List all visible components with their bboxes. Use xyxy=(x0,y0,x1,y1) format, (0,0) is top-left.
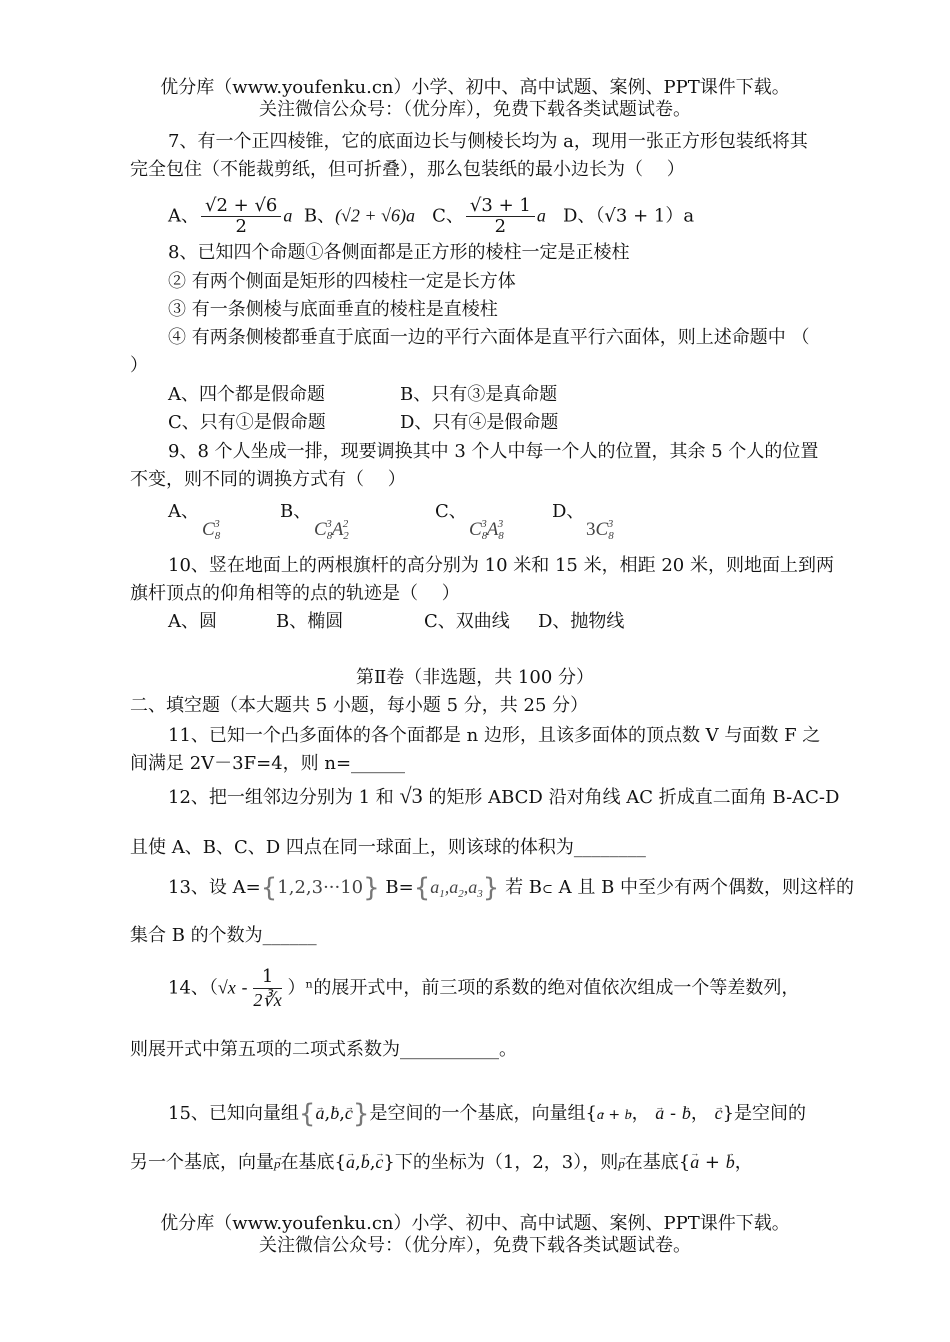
q9-line-1: 9、8 个人坐成一排，现要调换其中 3 个人中每一个人的位置，其余 5 个人的位置 xyxy=(168,441,819,462)
q13-post-2: A 且 B 中至少有两个偶数，则这样的 xyxy=(558,877,855,898)
q11-line-1: 11、已知一个凸多面体的各个面都是 n 边形，且该多面体的顶点数 V 与面数 F 之 xyxy=(168,725,821,746)
q14-prefix: 14、（ xyxy=(168,977,218,999)
q15-vec-p-2: → p xyxy=(618,1156,625,1171)
q8-option-b: B、只有③是真命题 xyxy=(400,384,558,405)
q10-option-c: C、双曲线 xyxy=(424,611,510,632)
q12-sqrt3: √3 xyxy=(399,783,423,808)
q13-line-1: 13、设 A={1,2,3···10} $B=\{a_1,a_2,a_3\}$ 若 B⊂ A 且 B 中至少有两个偶数，则这样的 xyxy=(168,873,855,903)
q7-option-a-label: A、 xyxy=(168,205,199,227)
q10-option-d: D、抛物线 xyxy=(538,611,625,632)
footer-line-1: 优分库（www.youfenku.cn）小学、初中、高中试题、案例、PPT课件下载。 xyxy=(160,1213,790,1234)
q9-option-d-label: D、 xyxy=(552,501,585,522)
q7-line-2: 完全包住（不能裁剪纸，但可折叠），那么包装纸的最小边长为（ ） xyxy=(130,159,685,180)
q7-line-1: 7、有一个正四棱锥，它的底面边长与侧棱长均为 a，现用一张正方形包装纸将其 xyxy=(168,131,808,152)
q14-fraction: $\frac{1}{2∛x}$ xyxy=(253,966,282,1010)
q7-option-d-formula: （√3 + 1）a xyxy=(595,205,695,227)
header-line-1: 优分库（www.youfenku.cn）小学、初中、高中试题、案例、PPT课件下载。 xyxy=(160,77,790,98)
q15-mid: 是空间的一个基底，向量组{ xyxy=(369,1103,597,1124)
q15-vec-p: → p xyxy=(274,1156,281,1171)
q7-option-c-label: C、 xyxy=(432,205,464,227)
q10-option-a: A、圆 xyxy=(168,611,217,632)
part-2-title: 第Ⅱ卷（非选题，共 100 分） xyxy=(355,667,595,688)
q8-line-3: ③ 有一条侧棱与底面垂直的棱柱是直棱柱 xyxy=(168,299,498,320)
header-line-2: 关注微信公众号：（优分库），免费下载各类试题试卷。 xyxy=(259,99,691,120)
q8-option-d: D、只有④是假命题 xyxy=(400,412,559,433)
q7-option-b-label: B、 xyxy=(303,205,336,227)
q7-options: A、 $\frac{√2 + √6}{2}$ a B、(√2 + √6)a C、 $\frac{√3 + 1}{2}$ a D、（√3 + 1）a xyxy=(168,195,695,237)
q15-suffix: }是空间的 xyxy=(722,1103,807,1124)
q13-mid: B= xyxy=(385,877,414,898)
q15-l2c: }下的坐标为（1，2，3），则 xyxy=(383,1152,619,1173)
q15-a-plus-b: → a + → b xyxy=(597,1107,632,1123)
q9-option-a-formula: $C_8^3$ xyxy=(202,518,221,542)
q14-suffix: ）ⁿ的展开式中，前三项的系数的绝对值依次组成一个等差数列， xyxy=(287,977,800,999)
q12-line-2: 且使 A、B、C、D 四点在同一球面上，则该球的体积为________ xyxy=(130,837,646,858)
q13-set-b: $a_1,a_2,a_3$ xyxy=(430,877,483,900)
subset-symbol: ⊂ xyxy=(542,882,553,897)
q13-line-2: 集合 B 的个数为______ xyxy=(130,925,317,946)
q7-option-b-formula: (√2 + √6)a xyxy=(335,205,415,226)
q15-l2b: 在基底{ xyxy=(280,1152,346,1173)
section-2-heading: 二、填空题（本大题共 5 小题，每小题 5 分，共 25 分） xyxy=(130,695,589,716)
q13-set-a: 1,2,3···10 xyxy=(277,877,364,898)
q9-option-b-formula: $C_8^3A_2^2$ xyxy=(314,518,349,542)
q14-line-2: 则展开式中第五项的二项式系数为___________。 xyxy=(130,1039,517,1060)
q7-option-a-formula: $\frac{√2 + √6}{2}$ xyxy=(201,196,281,237)
q10-option-b: B、椭圆 xyxy=(276,611,344,632)
q8-line-4: ④ 有两条侧棱都垂直于底面一边的平行六面体是直平行六面体，则上述命题中 （ xyxy=(168,327,810,348)
q7-option-c-formula: $\frac{√3 + 1}{2}$ xyxy=(466,196,535,237)
footer-line-2: 关注微信公众号：（优分库），免费下载各类试题试卷。 xyxy=(259,1235,691,1256)
q15-line-1: 15、已知向量组{→ a,→ b,→ c}是空间的一个基底，向量组{→ a + → b， → a - → b， → c}是空间的 xyxy=(168,1098,806,1131)
q8-option-c: C、只有①是假命题 xyxy=(168,412,326,433)
q9-option-b-label: B、 xyxy=(280,501,312,522)
q9-option-c-formula: $C_8^3A_8^3$ xyxy=(469,518,504,542)
q13-prefix: 13、设 A= xyxy=(168,877,261,898)
q15-c: → c xyxy=(715,1103,723,1123)
q8-line-2: ② 有两个侧面是矩形的四棱柱一定是长方体 xyxy=(168,271,516,292)
q14-line-1: 14、（√x - $\frac{1}{2∛x}$ ）ⁿ的展开式中，前三项的系数的绝对值依次组成一个等差数列， xyxy=(168,966,800,1010)
q9-option-c-label: C、 xyxy=(435,501,467,522)
q15-basis-abc: → a,→ b,→ c xyxy=(315,1103,352,1124)
q15-prefix: 15、已知向量组 xyxy=(168,1103,299,1124)
q8-line-1: 8、已知四个命题①各侧面都是正方形的棱柱一定是正棱柱 xyxy=(168,242,630,263)
q12-suffix: 的矩形 ABCD 沿对角线 AC 折成直二面角 B-AC-D xyxy=(428,787,840,808)
q10-line-2: 旗杆顶点的仰角相等的点的轨迹是（ ） xyxy=(130,583,460,604)
q10-line-1: 10、竖在地面上的两根旗杆的高分别为 10 米和 15 米，相距 20 米，则地面上到两 xyxy=(168,555,834,576)
q11-line-2: 间满足 2V－3F=4，则 n=______ xyxy=(130,753,406,774)
q15-a-minus-b: → a - → b xyxy=(655,1103,691,1124)
q8-option-a: A、四个都是假命题 xyxy=(168,384,325,405)
q14-sqrt-x: √x xyxy=(217,977,236,998)
q12-line-1 xyxy=(168,784,839,810)
q9-option-d-formula: $3C_8^3$ xyxy=(586,518,614,542)
q7-option-d-label: D、 xyxy=(563,205,596,227)
q15-l2a: 另一个基底，向量 xyxy=(130,1152,274,1173)
q12-prefix: 12、把一组邻边分别为 1 和 xyxy=(168,787,394,808)
q15-l2d: 在基底{ xyxy=(624,1152,691,1173)
q8-line-5: ） xyxy=(130,355,148,376)
q15-line-2: 另一个基底，向量→ p在基底{→ a,→ b,→ c}下的坐标为（1，2，3），则→ p在基底{→ a + → b， xyxy=(130,1150,753,1176)
q9-option-a-label: A、 xyxy=(168,501,199,522)
q9-line-2: 不变，则不同的调换方式有（ ） xyxy=(130,469,406,490)
q13-post: 若 B xyxy=(505,877,543,898)
